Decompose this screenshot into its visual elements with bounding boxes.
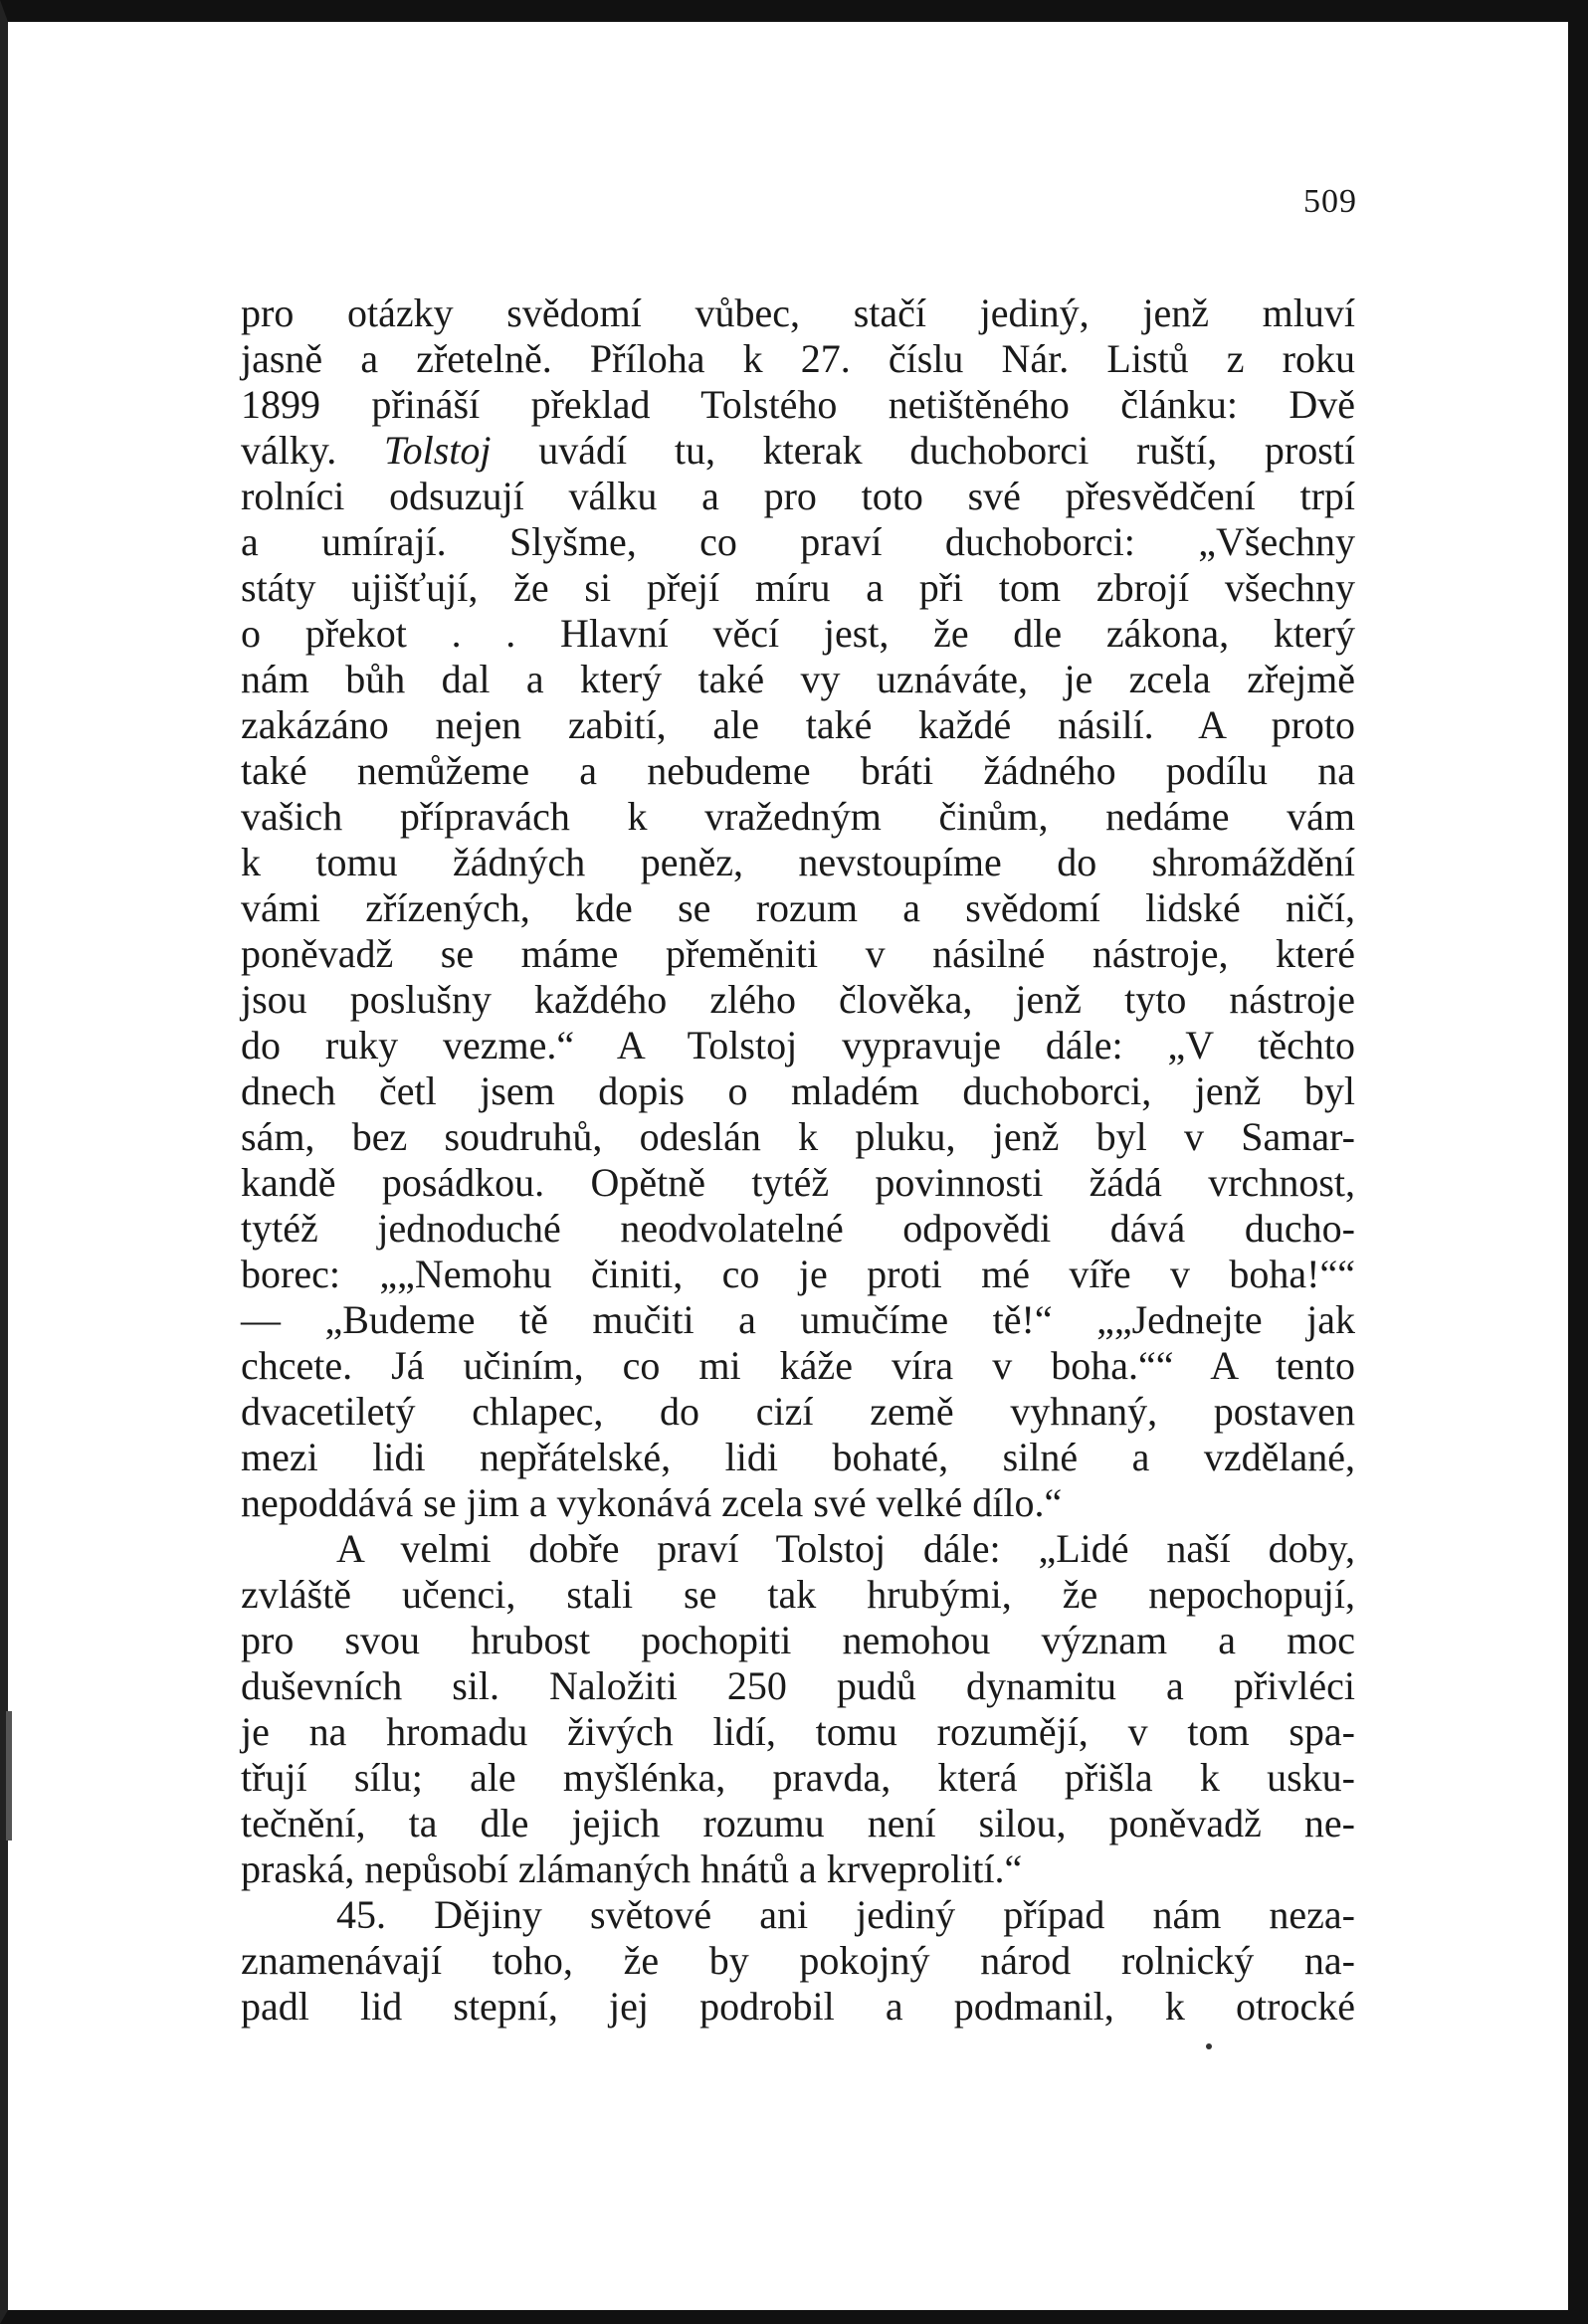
- text-line: a umírají. Slyšme, co praví duchoborci: „Všechny: [241, 519, 1355, 564]
- page-number: 509: [1303, 183, 1357, 220]
- text-line: padl lid stepní, jej podrobil a podmanil, k otrocké: [241, 1984, 1355, 2029]
- text-line: vašich přípravách k vražedným činům, nedáme vám: [241, 794, 1355, 839]
- text-fragment: války.: [241, 428, 385, 473]
- italic-name: Tolstoj: [384, 428, 492, 473]
- text-line: chcete. Já učiním, co mi káže víra v boha.““ A tento: [241, 1343, 1355, 1388]
- text-line: jsou poslušny každého zlého člověka, jenž tyto nástroje: [241, 977, 1355, 1022]
- text-line: vámi zřízených, kde se rozum a svědomí lidské ničí,: [241, 885, 1355, 930]
- text-line: dnech četl jsem dopis o mladém duchoborci, jenž byl: [241, 1068, 1355, 1113]
- text-line: třují sílu; ale myšlénka, pravda, která přišla k usku-: [241, 1755, 1355, 1800]
- text-line: zvláště učenci, stali se tak hrubými, že nepochopují,: [241, 1572, 1355, 1617]
- text-line: sám, bez soudruhů, odeslán k pluku, jenž byl v Samar-: [241, 1114, 1355, 1159]
- body-text: [241, 290, 1355, 2030]
- text-line: A velmi dobře praví Tolstoj dále: „Lidé naší doby,: [336, 1526, 1355, 1571]
- text-line: také nemůžeme a nebudeme bráti žádného podílu na: [241, 748, 1355, 793]
- text-line: jasně a zřetelně. Příloha k 27. číslu Nár. Listů z roku: [241, 336, 1355, 381]
- text-line: do ruky vezme.“ A Tolstoj vypravuje dále: „V těchto: [241, 1023, 1355, 1067]
- text-line: státy ujišťují, že si přejí míru a při tom zbrojí všechny: [241, 565, 1355, 610]
- text-line: 45. Dějiny světové ani jediný případ nám neza-: [336, 1892, 1355, 1937]
- text-line: pro svou hrubost pochopiti nemohou význam a moc: [241, 1618, 1355, 1662]
- text-line: pro otázky svědomí vůbec, stačí jediný, jenž mluví: [241, 290, 1355, 335]
- text-line: rolníci odsuzují válku a pro toto své přesvědčení trpí: [241, 474, 1355, 518]
- text-line: nám bůh dal a který také vy uznáváte, je zcela zřejmě: [241, 657, 1355, 701]
- text-fragment: uvádí tu, kterak duchoborci ruští, prostí: [491, 428, 1355, 473]
- text-line: 1899 přináší překlad Tolstého netištěného článku: Dvě: [241, 382, 1355, 427]
- text-line: znamenávají toho, že by pokojný národ rolnický na-: [241, 1938, 1355, 1983]
- text-line: [241, 428, 1355, 474]
- text-line: tytéž jednoduché neodvolatelné odpovědi dává ducho-: [241, 1206, 1355, 1251]
- text-line: k tomu žádných peněz, nevstoupíme do shromáždění: [241, 840, 1355, 884]
- text-line: zakázáno nejen zabití, ale také každé násilí. A proto: [241, 702, 1355, 747]
- text-line: praská, nepůsobí zlámaných hnátů a krveprolití.“: [241, 1846, 1023, 1891]
- text-line: mezi lidi nepřátelské, lidi bohaté, silné a vzdělané,: [241, 1435, 1355, 1479]
- binding-edge-mark: [6, 1711, 12, 1840]
- ink-speck: [1206, 2043, 1212, 2049]
- text-line: nepoddává se jim a vykonává zcela své velké dílo.“: [241, 1480, 1063, 1525]
- text-line: o překot . . Hlavní věcí jest, že dle zákona, který: [241, 611, 1355, 656]
- text-line: borec: „„Nemohu činiti, co je proti mé víře v boha!““: [241, 1252, 1355, 1296]
- text-line: duševních sil. Naložiti 250 pudů dynamitu a přivléci: [241, 1663, 1355, 1708]
- text-line: kandě posádkou. Opětně tytéž povinnosti žádá vrchnost,: [241, 1160, 1355, 1205]
- text-line: poněvadž se máme přeměniti v násilné nástroje, které: [241, 931, 1355, 976]
- text-line: dvacetiletý chlapec, do cizí země vyhnaný, postaven: [241, 1389, 1355, 1434]
- text-line: tečnění, ta dle jejich rozumu není silou, poněvadž ne-: [241, 1801, 1355, 1845]
- text-line: je na hromadu živých lidí, tomu rozumějí, v tom spa-: [241, 1709, 1355, 1754]
- text-line: — „Budeme tě mučiti a umučíme tě!“ „„Jednejte jak: [241, 1297, 1355, 1342]
